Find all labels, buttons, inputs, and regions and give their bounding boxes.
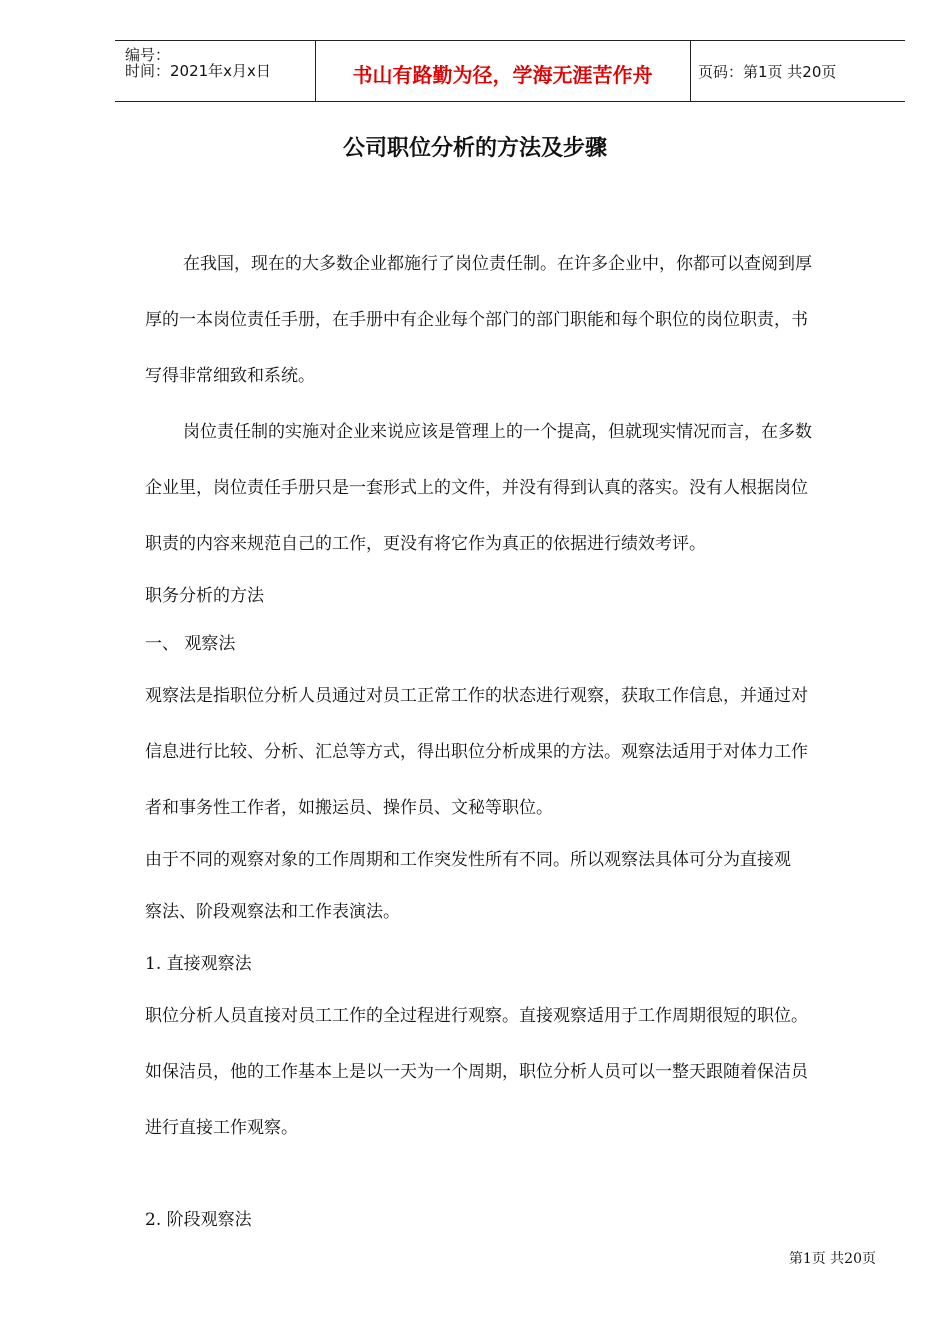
- paragraph-line: 职位分析人员直接对员工工作的全过程进行观察。直接观察适用于工作周期很短的职位。: [145, 1006, 808, 1026]
- paragraph-line: 写得非常细致和系统。: [145, 366, 315, 386]
- paragraph-line: 进行直接工作观察。: [145, 1118, 298, 1138]
- header-page-info: 页码：第1页 共20页: [698, 63, 837, 81]
- header-meta-cell: [115, 41, 316, 101]
- document-body: [145, 236, 880, 1248]
- page-footer: 第1页 共20页: [788, 1251, 876, 1267]
- section-heading: 1. 直接观察法: [145, 954, 252, 974]
- paragraph-line: 察法、阶段观察法和工作表演法。: [145, 902, 400, 922]
- section-heading: 职务分析的方法: [145, 586, 264, 606]
- document-title: 公司职位分析的方法及步骤: [342, 136, 607, 161]
- paragraph-line: 者和事务性工作者，如搬运员、操作员、文秘等职位。: [145, 798, 553, 818]
- paragraph-line: 在我国，现在的大多数企业都施行了岗位责任制。在许多企业中，你都可以查阅到厚: [183, 254, 812, 274]
- time-label: 时间：2021年x月x日: [125, 62, 271, 80]
- section-heading: 2. 阶段观察法: [145, 1210, 252, 1230]
- paragraph-line: 观察法是指职位分析人员通过对员工正常工作的状态进行观察，获取工作信息，并通过对: [145, 686, 808, 706]
- section-heading: 一、 观察法: [145, 634, 236, 654]
- paragraph-line: 岗位责任制的实施对企业来说应该是管理上的一个提高，但就现实情况而言，在多数: [183, 422, 812, 442]
- serial-label: 编号：: [125, 46, 171, 64]
- paragraph-line: 由于不同的观察对象的工作周期和工作突发性所有不同。所以观察法具体可分为直接观: [145, 850, 791, 870]
- paragraph-line: 厚的一本岗位责任手册，在手册中有企业每个部门的部门职能和每个职位的岗位职责，书: [145, 310, 808, 330]
- header-page-cell: [690, 41, 905, 101]
- header-motto-cell: [315, 41, 691, 101]
- paragraph-line: 如保洁员，他的工作基本上是以一天为一个周期，职位分析人员可以一整天跟随着保洁员: [145, 1062, 808, 1082]
- spacer: [145, 1156, 880, 1192]
- paragraph-line: 企业里，岗位责任手册只是一套形式上的文件，并没有得到认真的落实。没有人根据岗位: [145, 478, 808, 498]
- page-header: [115, 40, 905, 102]
- header-motto: 书山有路勤为径，学海无涯苦作舟: [352, 63, 653, 87]
- paragraph-line: 职责的内容来规范自己的工作，更没有将它作为真正的依据进行绩效考评。: [145, 534, 706, 554]
- paragraph-line: 信息进行比较、分析、汇总等方式，得出职位分析成果的方法。观察法适用于对体力工作: [145, 742, 808, 762]
